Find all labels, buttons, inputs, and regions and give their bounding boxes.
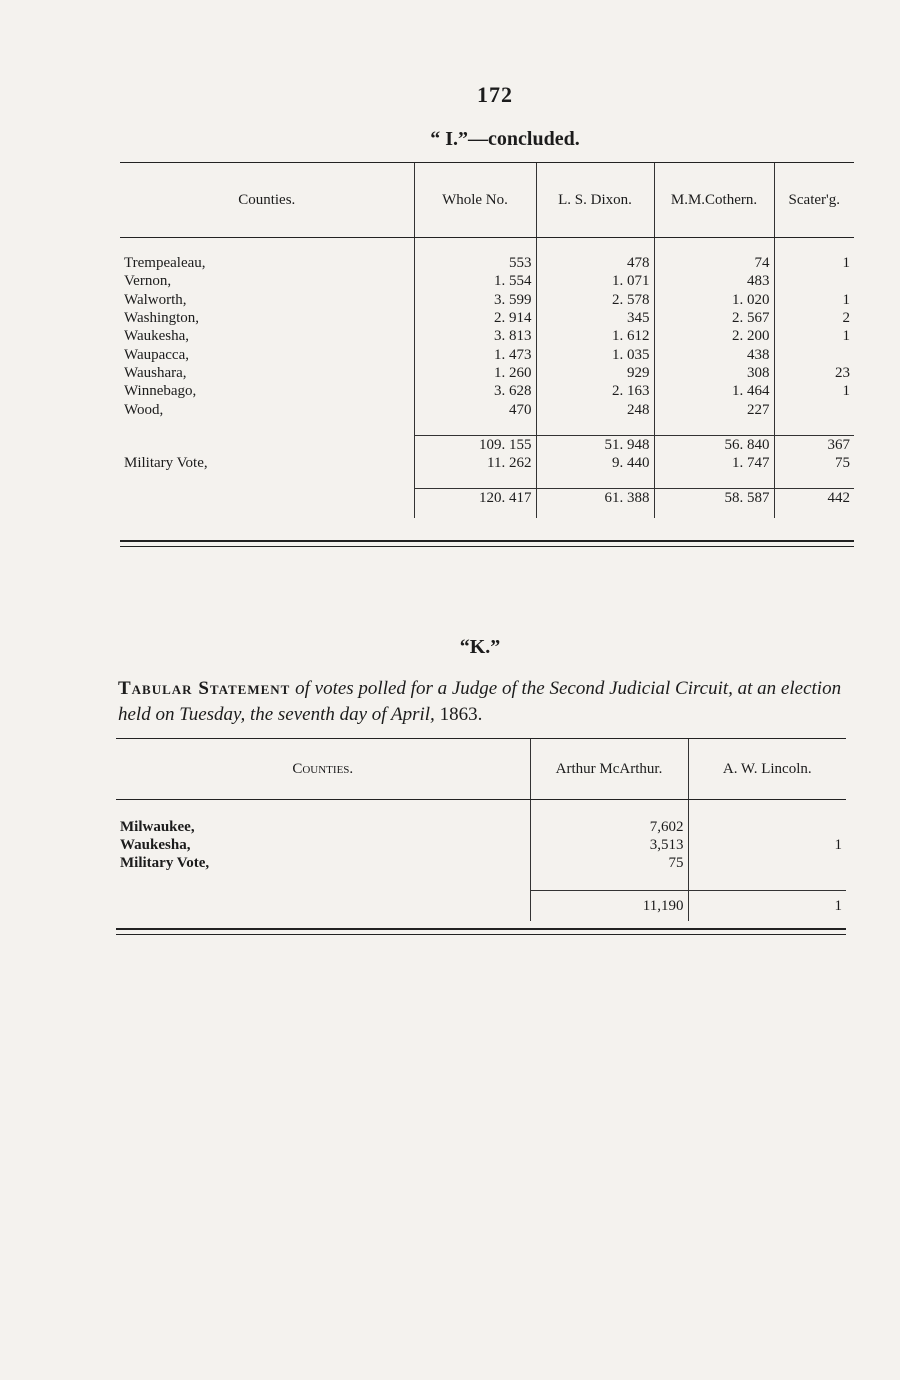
dixon-value: 345 bbox=[536, 309, 654, 327]
scattering-value bbox=[774, 400, 854, 418]
military-scattering: 75 bbox=[774, 454, 854, 472]
whole-value: 553 bbox=[414, 254, 536, 272]
header-dixon: L. S. Dixon. bbox=[536, 163, 654, 238]
table-row bbox=[116, 854, 846, 872]
whole-value: 1. 473 bbox=[414, 345, 536, 363]
county-name: Winnebago, bbox=[124, 383, 197, 400]
subtotal-label bbox=[120, 435, 414, 454]
scattering-value: 1 bbox=[774, 291, 854, 309]
dixon-value: 2. 163 bbox=[536, 382, 654, 400]
total-whole: 120. 417 bbox=[414, 489, 536, 518]
header-lincoln: A. W. Lincoln. bbox=[688, 739, 846, 800]
total-label bbox=[116, 891, 530, 922]
header-mcarthur: Arthur McArthur. bbox=[530, 739, 688, 800]
total-label bbox=[120, 489, 414, 518]
dixon-value: 248 bbox=[536, 400, 654, 418]
total-mcarthur: 11,190 bbox=[530, 891, 688, 922]
table-row bbox=[120, 345, 854, 363]
table-i-header bbox=[120, 163, 854, 238]
dixon-value: 1. 071 bbox=[536, 272, 654, 290]
table-row bbox=[120, 254, 854, 272]
whole-value: 1. 260 bbox=[414, 364, 536, 382]
section-k-title: “K.” bbox=[459, 636, 501, 658]
statement-body: of votes polled for a Judge of the Second Judicial Circuit, at an election held on Tuesday, the seventh day of April, bbox=[118, 678, 842, 725]
scattering-value: 1 bbox=[774, 327, 854, 345]
table-k-header bbox=[116, 739, 846, 800]
table-row bbox=[120, 291, 854, 309]
table-row bbox=[120, 400, 854, 418]
cothern-value: 308 bbox=[654, 364, 774, 382]
whole-value: 3. 628 bbox=[414, 382, 536, 400]
total-cothern: 58. 587 bbox=[654, 489, 774, 518]
scattering-value: 1 bbox=[774, 382, 854, 400]
military-cothern: 1. 747 bbox=[654, 454, 774, 472]
military-row bbox=[120, 454, 854, 472]
cothern-value: 1. 020 bbox=[654, 291, 774, 309]
dixon-value: 1. 035 bbox=[536, 345, 654, 363]
county-name: Washington, bbox=[124, 310, 200, 327]
header-counties: Counties. bbox=[120, 163, 414, 238]
statement-year: 1863. bbox=[439, 704, 483, 725]
lincoln-value bbox=[688, 818, 846, 836]
lincoln-value bbox=[688, 854, 846, 872]
scattering-value bbox=[774, 272, 854, 290]
military-label: Military Vote, bbox=[124, 455, 208, 472]
header-cothern: M.M.Cothern. bbox=[654, 163, 774, 238]
military-dixon: 9. 440 bbox=[536, 454, 654, 472]
cothern-value: 74 bbox=[654, 254, 774, 272]
page-number: 172 bbox=[477, 82, 513, 107]
cothern-value: 1. 464 bbox=[654, 382, 774, 400]
cothern-value: 483 bbox=[654, 272, 774, 290]
county-name: Wood, bbox=[124, 401, 164, 418]
dixon-value: 929 bbox=[536, 364, 654, 382]
county-name: Waupacca, bbox=[124, 346, 189, 363]
military-whole: 11. 262 bbox=[414, 454, 536, 472]
mcarthur-value: 75 bbox=[530, 854, 688, 872]
table-row bbox=[116, 836, 846, 854]
whole-value: 470 bbox=[414, 400, 536, 418]
mcarthur-value: 3,513 bbox=[530, 836, 688, 854]
table-row bbox=[120, 309, 854, 327]
table-row bbox=[120, 364, 854, 382]
whole-value: 3. 599 bbox=[414, 291, 536, 309]
whole-value: 1. 554 bbox=[414, 272, 536, 290]
county-name: Waushara, bbox=[124, 364, 187, 381]
table-k bbox=[116, 738, 846, 921]
dixon-value: 1. 612 bbox=[536, 327, 654, 345]
header-scattering: Scater'g. bbox=[774, 163, 854, 238]
scattering-value: 23 bbox=[774, 364, 854, 382]
table-k-end-rule bbox=[116, 928, 846, 935]
subtotal-dixon: 51. 948 bbox=[536, 435, 654, 454]
county-name: Walworth, bbox=[124, 291, 187, 308]
subtotal-whole: 109. 155 bbox=[414, 435, 536, 454]
table-row bbox=[116, 818, 846, 836]
table-row bbox=[120, 382, 854, 400]
section-k-statement bbox=[118, 676, 858, 728]
total-lincoln: 1 bbox=[688, 891, 846, 922]
total-scattering: 442 bbox=[774, 489, 854, 518]
county-name: Waukesha, bbox=[120, 837, 191, 853]
cothern-value: 438 bbox=[654, 345, 774, 363]
cothern-value: 227 bbox=[654, 400, 774, 418]
county-name: Vernon, bbox=[124, 273, 172, 290]
table-row bbox=[120, 272, 854, 290]
statement-lead: Tabular Statement bbox=[118, 678, 291, 699]
county-name: Waukesha, bbox=[124, 328, 190, 345]
total-dixon: 61. 388 bbox=[536, 489, 654, 518]
county-name: Trempealeau, bbox=[124, 255, 206, 272]
scattering-value bbox=[774, 345, 854, 363]
header-counties: Counties. bbox=[116, 739, 530, 800]
whole-value: 2. 914 bbox=[414, 309, 536, 327]
table-i-end-rule bbox=[120, 540, 854, 547]
dixon-value: 478 bbox=[536, 254, 654, 272]
total-row bbox=[116, 891, 846, 922]
table-i bbox=[120, 162, 854, 518]
subtotal-scattering: 367 bbox=[774, 435, 854, 454]
county-name: Military Vote, bbox=[120, 855, 210, 871]
scattering-value: 2 bbox=[774, 309, 854, 327]
cothern-value: 2. 567 bbox=[654, 309, 774, 327]
whole-value: 3. 813 bbox=[414, 327, 536, 345]
table-row bbox=[120, 327, 854, 345]
dixon-value: 2. 578 bbox=[536, 291, 654, 309]
subtotal-cothern: 56. 840 bbox=[654, 435, 774, 454]
section-i-title: “ I.”—concluded. bbox=[430, 128, 580, 150]
cothern-value: 2. 200 bbox=[654, 327, 774, 345]
scattering-value: 1 bbox=[774, 254, 854, 272]
subtotal-row bbox=[120, 435, 854, 454]
county-name: Milwaukee, bbox=[120, 819, 195, 835]
total-row bbox=[120, 489, 854, 518]
header-whole-no: Whole No. bbox=[414, 163, 536, 238]
lincoln-value: 1 bbox=[688, 836, 846, 854]
mcarthur-value: 7,602 bbox=[530, 818, 688, 836]
